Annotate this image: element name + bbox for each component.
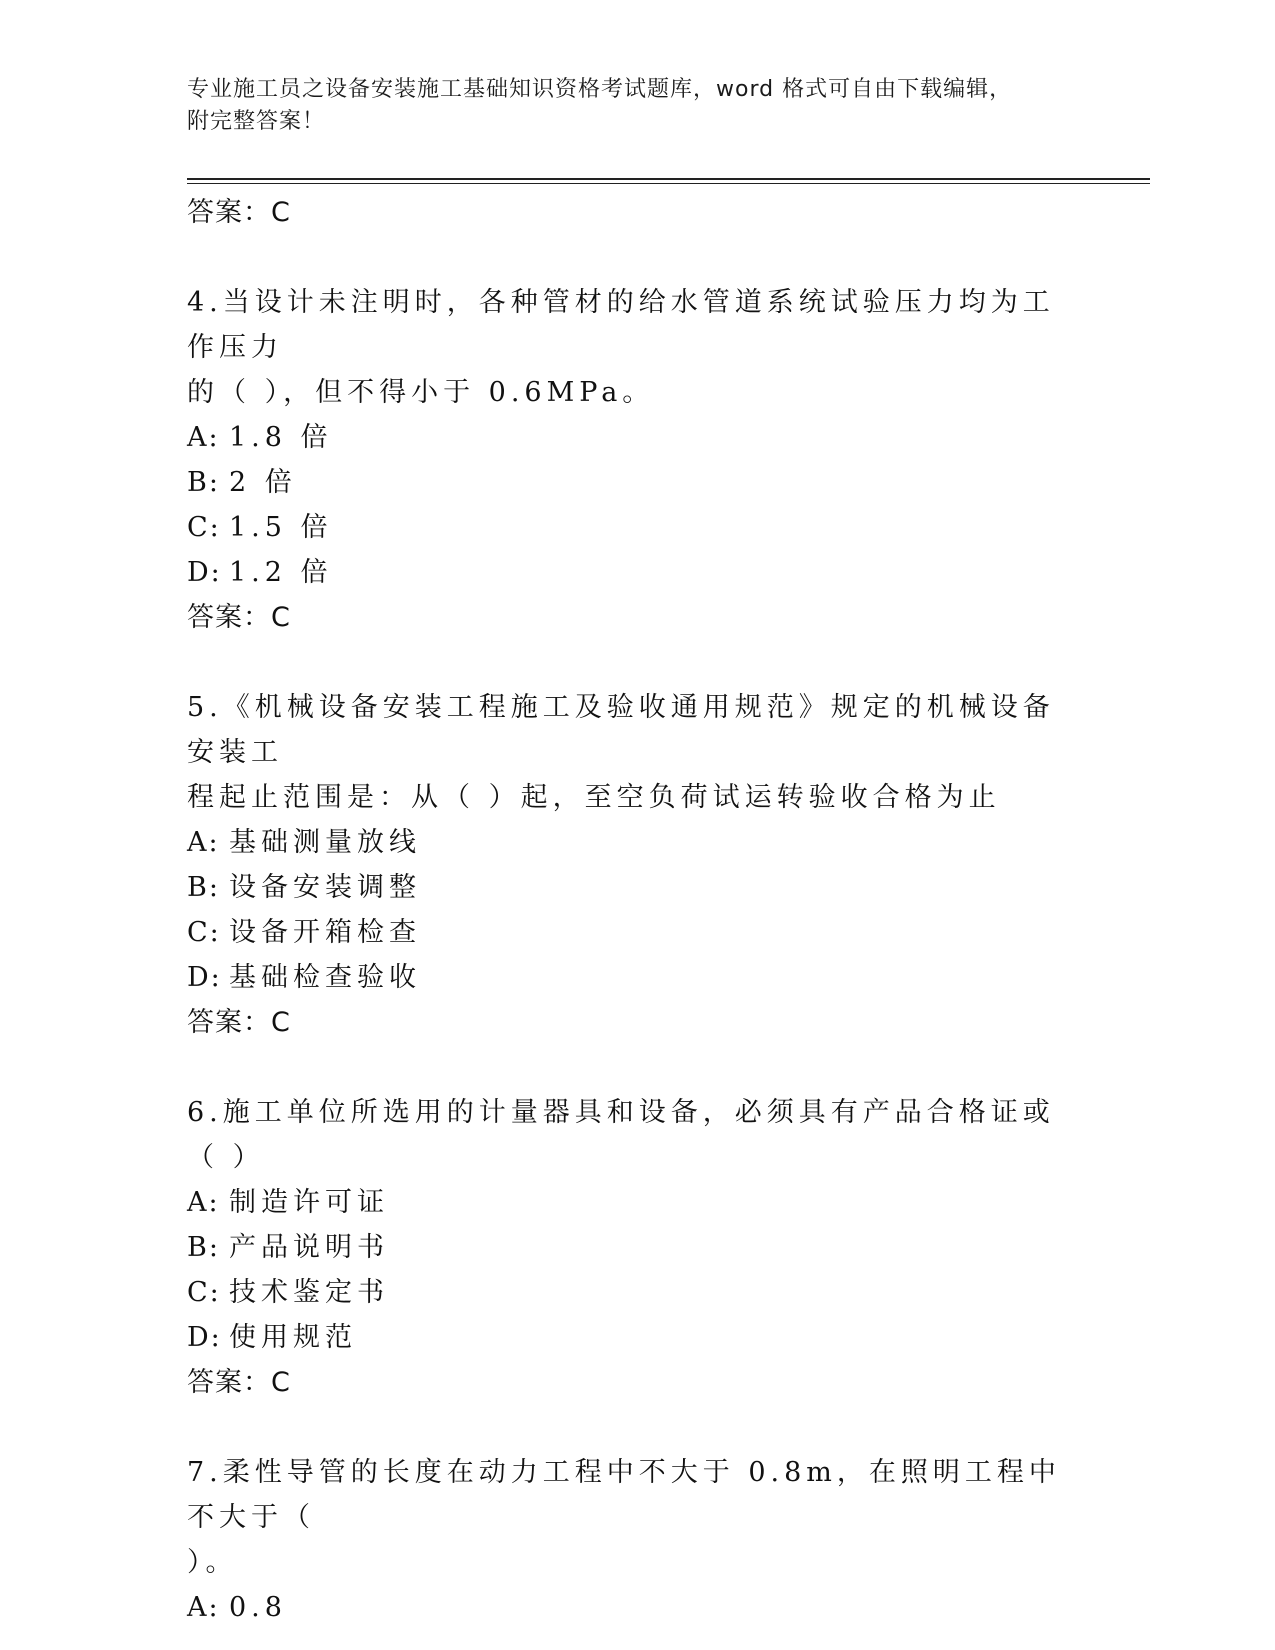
answer-line: 答案：C: [187, 1007, 291, 1038]
option-letter: D:: [187, 557, 222, 588]
option-letter: B:: [187, 467, 220, 498]
option-letter: A:: [187, 1187, 220, 1218]
option-a: [187, 1180, 1067, 1225]
question-block: [187, 1450, 1067, 1630]
option-letter: B:: [187, 872, 220, 903]
answer-line: 答案：C: [187, 1367, 291, 1398]
header-line-1: 专业施工员之设备安装施工基础知识资格考试题库，word 格式可自由下载编辑，: [187, 77, 1013, 102]
header-divider-thick: [187, 178, 1150, 180]
question-block: [187, 280, 1067, 640]
question-stem-line: 的（ ），但不得小于 0.6MPa。: [187, 377, 655, 408]
option-text: 制造许可证: [229, 1187, 389, 1218]
option-text: 设备安装调整: [229, 872, 421, 903]
option-text: 基础测量放线: [229, 827, 421, 858]
document-header: [187, 74, 1067, 138]
option-c: [187, 1270, 1067, 1315]
spacer: [187, 640, 1067, 685]
option-text: 基础检查验收: [229, 962, 421, 993]
option-text: 1.2 倍: [229, 557, 333, 588]
option-text: 0.8: [229, 1592, 287, 1623]
question-list: [187, 190, 1067, 1630]
question-stem-line: 5.《机械设备安装工程施工及验收通用规范》规定的机械设备安装工: [187, 692, 1055, 768]
option-text: 使用规范: [229, 1322, 357, 1353]
option-letter: A:: [187, 1592, 220, 1623]
option-text: 技术鉴定书: [229, 1277, 389, 1308]
question-block: [187, 685, 1067, 1045]
option-c: [187, 505, 1067, 550]
option-letter: C:: [187, 1277, 221, 1308]
spacer: [187, 1405, 1067, 1450]
spacer: [187, 1045, 1067, 1090]
option-letter: A:: [187, 827, 220, 858]
option-text: 产品说明书: [229, 1232, 389, 1263]
question-stem-line: ）。: [187, 1547, 238, 1578]
answer-line: 答案：C: [187, 602, 291, 633]
header-divider-thin: [187, 183, 1150, 184]
option-d: [187, 1315, 1067, 1360]
option-text: 2 倍: [229, 467, 297, 498]
option-letter: C:: [187, 512, 221, 543]
question-stem-line: 4.当设计未注明时，各种管材的给水管道系统试验压力均为工作压力: [187, 287, 1055, 363]
option-letter: C:: [187, 917, 221, 948]
option-a: [187, 415, 1067, 460]
option-b: [187, 460, 1067, 505]
question-stem-line: 程起止范围是：从（ ）起，至空负荷试运转验收合格为止: [187, 782, 1001, 813]
option-c: [187, 910, 1067, 955]
option-a: [187, 1585, 1067, 1630]
option-letter: A:: [187, 422, 220, 453]
option-text: 设备开箱检查: [229, 917, 421, 948]
question-block: [187, 1090, 1067, 1405]
option-letter: D:: [187, 1322, 222, 1353]
option-letter: B:: [187, 1232, 220, 1263]
option-d: [187, 550, 1067, 595]
question-stem-line: 7.柔性导管的长度在动力工程中不大于 0.8m，在照明工程中不大于（: [187, 1457, 1061, 1533]
option-b: [187, 1225, 1067, 1270]
answer-line: 答案：C: [187, 197, 291, 228]
question-stem-line: 6.施工单位所选用的计量器具和设备，必须具有产品合格证或（ ）: [187, 1097, 1055, 1173]
option-text: 1.5 倍: [229, 512, 333, 543]
option-d: [187, 955, 1067, 1000]
option-letter: D:: [187, 962, 222, 993]
option-a: [187, 820, 1067, 865]
header-line-2: 附完整答案！: [187, 109, 326, 134]
option-b: [187, 865, 1067, 910]
option-text: 1.8 倍: [229, 422, 333, 453]
spacer: [187, 235, 1067, 280]
